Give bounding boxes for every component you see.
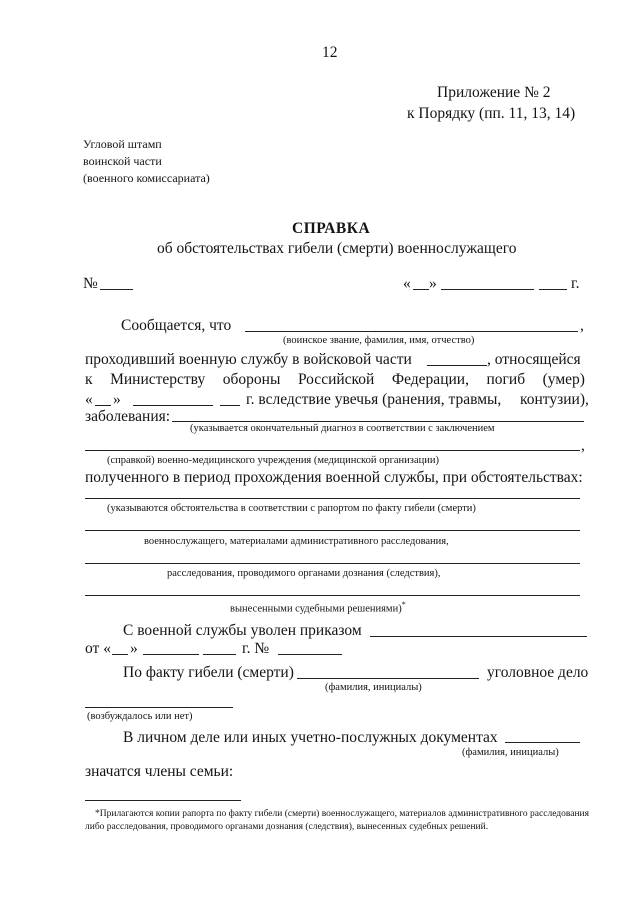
hint-rank-name: (воинское звание, фамилия, имя, отчество) bbox=[283, 335, 475, 346]
hint-circumstances-1: (указываются обстоятельства в соответствии с рапортом по факту гибели (смерти) bbox=[107, 503, 476, 514]
appendix-reference: к Порядку (пп. 11, 13, 14) bbox=[407, 105, 576, 122]
death-month-blank[interactable] bbox=[133, 405, 213, 406]
circumstances-label: полученного в период прохождения военной службы, при обстоятельствах: bbox=[85, 469, 583, 486]
appendix-title: Приложение № 2 bbox=[437, 84, 551, 101]
served-text: проходивший военную службу в войсковой части bbox=[85, 351, 412, 368]
document-subtitle: об обстоятельствах гибели (смерти) военнослужащего bbox=[157, 240, 517, 257]
diagnosis-blank-2[interactable] bbox=[85, 450, 580, 451]
hint-circumstances-4-text: вынесенными судебными решениями) bbox=[230, 603, 402, 615]
order-number-blank[interactable] bbox=[278, 654, 342, 655]
criminal-case-text: уголовное дело bbox=[487, 664, 589, 681]
hint-name-2: (фамилия, инициалы) bbox=[462, 747, 559, 758]
contusion-text: контузии), bbox=[520, 391, 589, 408]
hint-initiated: (возбуждалось или нет) bbox=[87, 711, 193, 722]
order-month-blank[interactable] bbox=[143, 654, 199, 655]
ministry-word: обороны bbox=[222, 371, 281, 388]
ministry-word: (умер) bbox=[542, 371, 585, 388]
stamp-line-1: Угловой штамп bbox=[83, 137, 162, 151]
initiated-blank[interactable] bbox=[85, 707, 233, 708]
death-date-open: « bbox=[85, 391, 93, 408]
date-close-quote: » bbox=[429, 275, 437, 292]
date-month-blank[interactable] bbox=[441, 289, 534, 290]
order-date-open: от « bbox=[85, 640, 111, 657]
footnote-separator bbox=[85, 800, 241, 801]
date-year-suffix: г. bbox=[571, 275, 580, 292]
due-to-text: г. вследствие увечья (ранения, травмы, bbox=[246, 391, 502, 408]
circumstances-blank-1[interactable] bbox=[85, 498, 580, 499]
circumstances-blank-3[interactable] bbox=[85, 563, 580, 564]
disease-label: заболевания: bbox=[85, 408, 171, 425]
hint-certificate: (справкой) военно-медицинского учреждения (медицинской организации) bbox=[107, 455, 439, 466]
served-text-2: , относящейся bbox=[487, 351, 581, 368]
comma: , bbox=[580, 317, 584, 334]
hint-circumstances-3: расследования, проводимого органами дознания (следствия), bbox=[167, 568, 441, 579]
number-label: № bbox=[83, 275, 98, 292]
ministry-word: погиб bbox=[486, 371, 526, 388]
ministry-word: к bbox=[85, 371, 93, 388]
death-date-close: » bbox=[113, 391, 121, 408]
ministry-word: Российской bbox=[297, 371, 375, 388]
personal-file-name-blank[interactable] bbox=[505, 742, 580, 743]
date-year-blank[interactable] bbox=[539, 289, 567, 290]
unit-blank[interactable] bbox=[427, 365, 487, 366]
dismissed-text: С военной службы уволен приказом bbox=[123, 622, 362, 639]
death-year-blank[interactable] bbox=[220, 405, 240, 406]
page-number: 12 bbox=[322, 44, 338, 61]
comma-2: , bbox=[581, 437, 585, 454]
footnote-text: *Прилагаются копии рапорта по факту гибели (смерти) военнослужащего, материалов административного расследования либо расследования, проводимого органами дознания (следствия), вынесенных судебных решений. bbox=[85, 809, 589, 832]
diagnosis-blank[interactable] bbox=[172, 421, 584, 422]
order-year-number: г. № bbox=[242, 640, 270, 657]
ministry-word: Министерству bbox=[110, 371, 206, 388]
death-day-blank[interactable] bbox=[95, 405, 111, 406]
ministry-line bbox=[85, 372, 585, 388]
date-day-blank[interactable] bbox=[413, 289, 429, 290]
stamp-line-3: (военного комиссариата) bbox=[83, 171, 210, 185]
stamp-line-2: воинской части bbox=[83, 154, 162, 168]
hint-diagnosis: (указывается окончательный диагноз в соответствии с заключением bbox=[190, 423, 495, 434]
order-blank[interactable] bbox=[370, 636, 587, 637]
order-date-close: » bbox=[130, 640, 138, 657]
ministry-word: Федерации, bbox=[391, 371, 469, 388]
hint-circumstances-4 bbox=[230, 601, 406, 615]
number-blank[interactable] bbox=[100, 289, 133, 290]
deceased-name-blank[interactable] bbox=[297, 678, 479, 679]
document-title: СПРАВКА bbox=[292, 220, 371, 237]
hint-circumstances-2: военнослужащего, материалами административного расследования, bbox=[144, 536, 449, 547]
hint-name: (фамилия, инициалы) bbox=[325, 682, 422, 693]
rank-name-blank[interactable] bbox=[245, 331, 578, 332]
family-members-label: значатся члены семьи: bbox=[85, 763, 234, 780]
order-year-blank[interactable] bbox=[203, 654, 236, 655]
personal-file-text: В личном деле или иных учетно-послужных документах bbox=[123, 729, 498, 746]
footnote-marker: * bbox=[401, 600, 406, 609]
on-fact-text: По факту гибели (смерти) bbox=[123, 664, 294, 681]
date-open-quote: « bbox=[403, 275, 411, 292]
reports-that: Сообщается, что bbox=[121, 317, 232, 334]
order-day-blank[interactable] bbox=[112, 654, 128, 655]
circumstances-blank-2[interactable] bbox=[85, 530, 580, 531]
circumstances-blank-4[interactable] bbox=[85, 595, 580, 596]
